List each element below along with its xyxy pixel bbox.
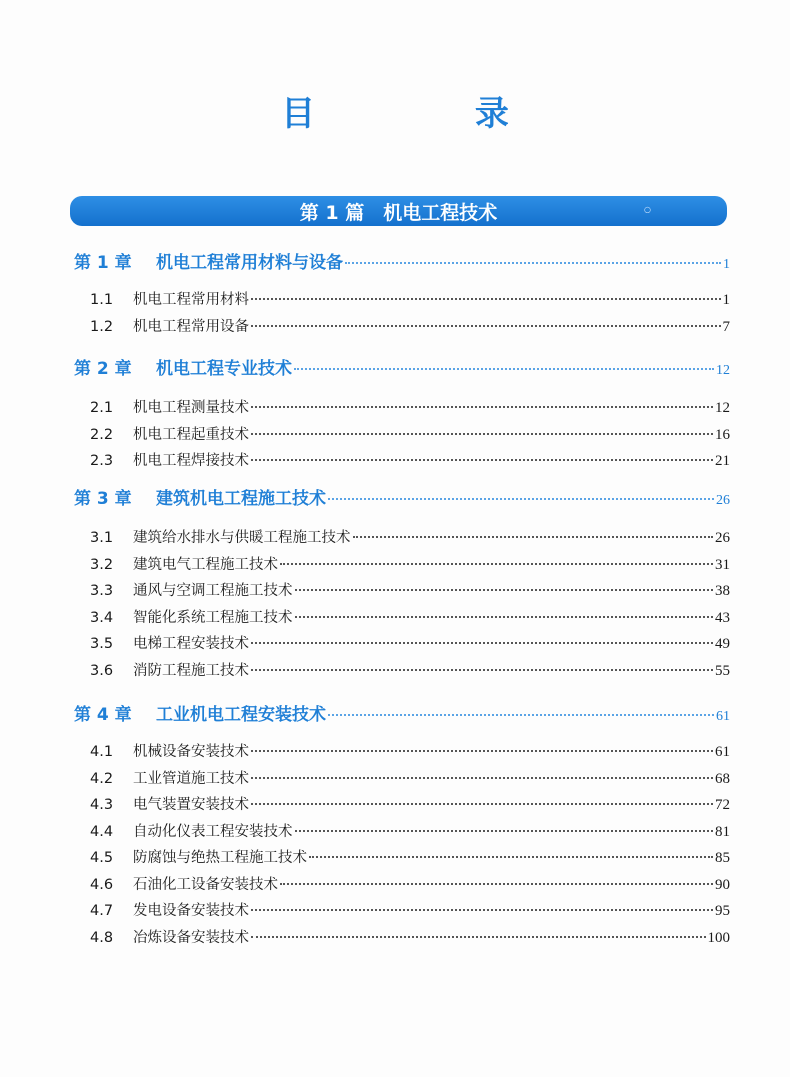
chapter-page: 12 [716,363,730,378]
section-row[interactable] [74,315,730,336]
section-row[interactable] [74,820,730,841]
section-number: 3.1 [90,530,114,546]
dot-leader [251,406,713,408]
section-title: 冶炼设备安装技术 [133,929,249,946]
section-page: 68 [715,770,730,787]
section-title: 智能化系统工程施工技术 [133,609,293,626]
dot-leader [328,714,714,716]
section-title: 机械设备安装技术 [133,744,249,760]
section-page: 95 [715,903,730,919]
chapter-number: 第 1 章 [74,253,132,273]
section-row[interactable] [74,873,730,894]
chapter-number: 第 4 章 [74,705,132,725]
section-title: 机电工程常用材料 [133,292,249,308]
section-page: 31 [715,556,730,573]
dot-leader [251,750,713,752]
chapter-title: 机电工程常用材料与设备 [156,253,343,273]
section-page: 26 [715,530,730,546]
dot-leader [251,777,713,779]
dot-leader [251,325,721,327]
section-page: 85 [715,850,730,866]
dot-leader [251,459,713,461]
dot-leader [251,433,713,435]
chapter-row[interactable] [74,248,730,273]
section-page: 43 [715,609,730,626]
section-page: 55 [715,662,730,679]
section-page: 12 [715,400,730,416]
dot-leader [280,563,713,565]
section-number: 4.6 [90,876,114,893]
dot-leader [251,909,713,911]
dot-leader [353,536,714,538]
chapter-row[interactable] [74,700,730,725]
chapter-row[interactable] [74,484,730,509]
chapter-number: 第 3 章 [74,489,132,509]
section-row[interactable] [74,740,730,761]
section-title: 机电工程常用设备 [133,318,249,335]
dot-leader [295,616,714,618]
section-row[interactable] [74,553,730,574]
section-row[interactable] [74,606,730,627]
section-page: 49 [715,636,730,652]
section-row[interactable] [74,926,730,947]
chapter-number: 第 2 章 [74,359,132,379]
section-row[interactable] [74,793,730,814]
chapter-page: 61 [716,709,730,724]
chapter-title: 建筑机电工程施工技术 [156,489,326,509]
section-number: 2.3 [90,453,114,469]
section-row[interactable] [74,659,730,680]
dot-leader [251,642,713,644]
section-number: 4.3 [90,797,114,813]
part-label: 第 1 篇 机电工程技术 [299,201,498,224]
section-number: 3.3 [90,583,114,599]
section-row[interactable] [74,288,730,309]
section-number: 4.4 [90,823,114,840]
dot-leader [251,298,721,300]
section-number: 4.1 [90,744,114,760]
section-number: 2.2 [90,426,114,443]
section-number: 4.2 [90,770,114,787]
section-title: 建筑电气工程施工技术 [133,556,278,573]
part-banner [70,196,727,226]
chapter-title: 机电工程专业技术 [156,359,292,379]
page-title: 目 录 [281,94,583,134]
section-row[interactable] [74,526,730,547]
section-number: 4.8 [90,929,114,946]
dot-leader [295,830,714,832]
section-title: 通风与空调工程施工技术 [133,583,293,599]
section-page: 16 [715,426,730,443]
dot-leader [251,669,713,671]
section-row[interactable] [74,396,730,417]
section-title: 电气装置安装技术 [133,797,249,813]
section-title: 建筑给水排水与供暖工程施工技术 [133,530,351,546]
section-row[interactable] [74,423,730,444]
section-title: 石油化工设备安装技术 [133,876,278,893]
dot-leader [251,936,706,938]
dot-leader [294,368,714,370]
chapter-page: 26 [716,493,730,508]
section-title: 工业管道施工技术 [133,770,249,787]
dot-leader [345,262,721,264]
section-title: 发电设备安装技术 [133,903,249,919]
chapter-title: 工业机电工程安装技术 [156,705,326,725]
section-number: 4.7 [90,903,114,919]
section-number: 2.1 [90,400,114,416]
dot-leader [328,498,714,500]
banner-dot-icon: ○ [644,205,651,214]
section-number: 1.1 [90,292,114,308]
section-page: 21 [715,453,730,469]
section-page: 38 [715,583,730,599]
section-page: 81 [715,823,730,840]
section-number: 1.2 [90,318,114,335]
section-number: 3.5 [90,636,114,652]
section-title: 自动化仪表工程安装技术 [133,823,293,840]
section-title: 电梯工程安装技术 [133,636,249,652]
section-page: 100 [707,929,730,946]
section-row[interactable] [74,579,730,600]
section-row[interactable] [74,767,730,788]
section-row[interactable] [74,846,730,867]
section-page: 61 [715,744,730,760]
section-number: 3.4 [90,609,114,626]
section-number: 3.2 [90,556,114,573]
section-page: 90 [715,876,730,893]
section-title: 机电工程测量技术 [133,400,249,416]
section-title: 机电工程焊接技术 [133,453,249,469]
dot-leader [251,803,713,805]
dot-leader [295,589,714,591]
section-row[interactable] [74,449,730,470]
chapter-row[interactable] [74,354,730,379]
section-page: 1 [722,292,730,308]
section-row[interactable] [74,632,730,653]
chapter-page: 1 [723,257,730,272]
dot-leader [309,856,713,858]
section-title: 机电工程起重技术 [133,426,249,443]
section-row[interactable] [74,899,730,920]
section-title: 防腐蚀与绝热工程施工技术 [133,850,307,866]
section-number: 3.6 [90,662,114,679]
section-page: 7 [722,318,730,335]
section-title: 消防工程施工技术 [133,662,249,679]
section-page: 72 [715,797,730,813]
section-number: 4.5 [90,850,114,866]
dot-leader [280,883,713,885]
